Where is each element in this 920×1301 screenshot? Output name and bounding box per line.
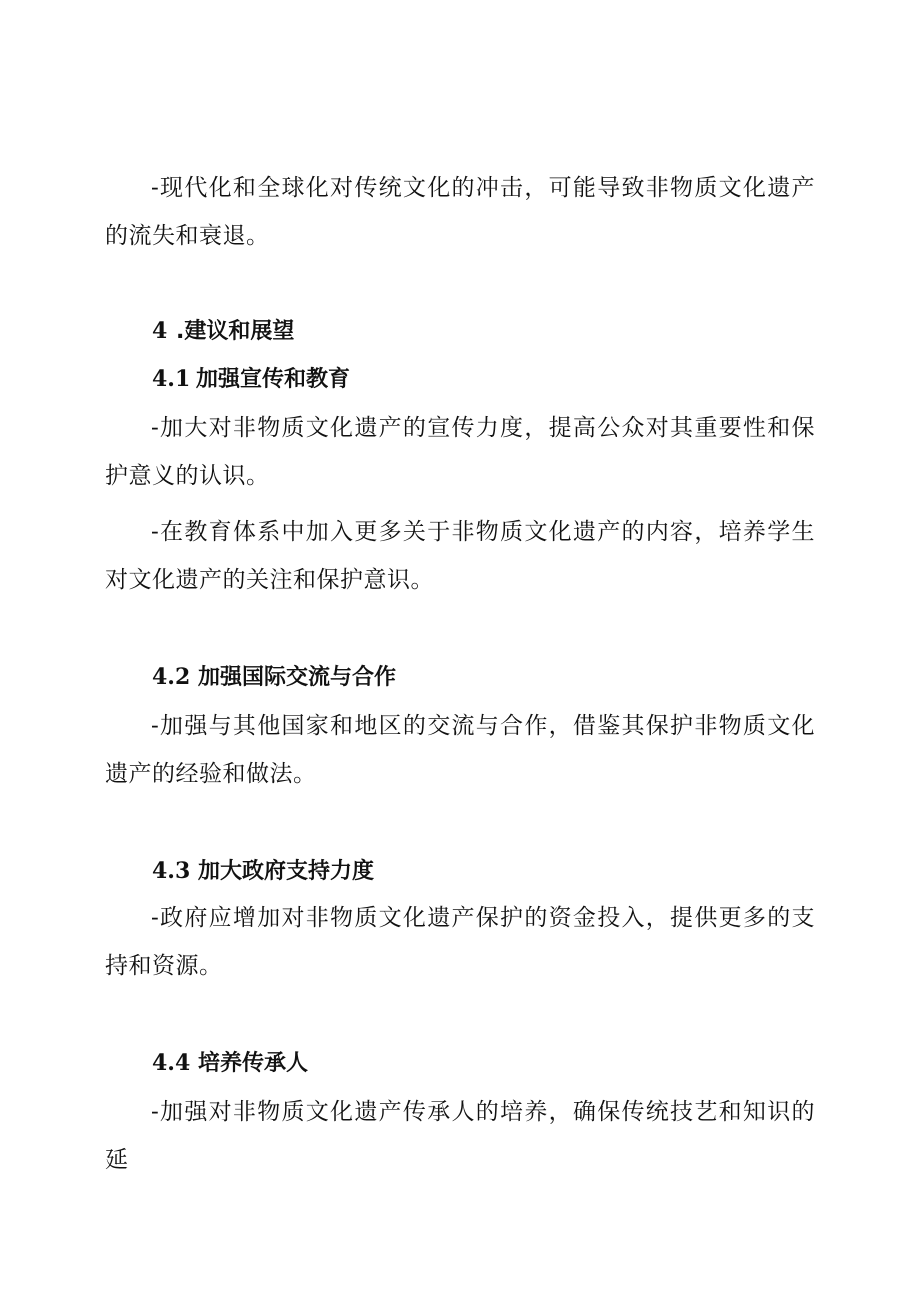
subsection-title: 培养传承人 <box>198 1051 309 1076</box>
subsection-title: 加大政府支持力度 <box>198 859 375 884</box>
paragraph-inheritors: -加强对非物质文化遗产传承人的培养，确保传统技艺和知识的延 <box>105 1099 815 1173</box>
section-title: .建议和展望 <box>176 319 295 344</box>
subsection-number: 4.4 <box>152 1050 191 1076</box>
paragraph-international: -加强与其他国家和地区的交流与合作，借鉴其保护非物质文化遗产的经验和做法。 <box>105 713 815 787</box>
subsection-heading-4-3 <box>152 856 374 887</box>
section-heading-4 <box>152 316 294 347</box>
paragraph-publicity: -加大对非物质文化遗产的宣传力度，提高公众对其重要性和保护意义的认识。 <box>105 415 815 489</box>
subsection-heading-4-1 <box>152 364 350 395</box>
subsection-number: 4.2 <box>152 664 191 690</box>
subsection-title: 加强国际交流与合作 <box>198 665 397 690</box>
paragraph-cultural-impact: -现代化和全球化对传统文化的冲击，可能导致非物质文化遗产的流失和衰退。 <box>105 175 815 249</box>
paragraph-government: -政府应增加对非物质文化遗产保护的资金投入，提供更多的支持和资源。 <box>105 905 815 979</box>
subsection-number: 4.3 <box>152 858 191 884</box>
subsection-heading-4-4 <box>152 1048 308 1079</box>
subsection-heading-4-2 <box>152 662 396 693</box>
subsection-number: 4.1 <box>152 366 191 392</box>
section-number: 4 <box>152 318 168 344</box>
paragraph-education: -在教育体系中加入更多关于非物质文化遗产的内容，培养学生对文化遗产的关注和保护意识。 <box>105 519 815 593</box>
subsection-title: 加强宣传和教育 <box>196 367 351 392</box>
